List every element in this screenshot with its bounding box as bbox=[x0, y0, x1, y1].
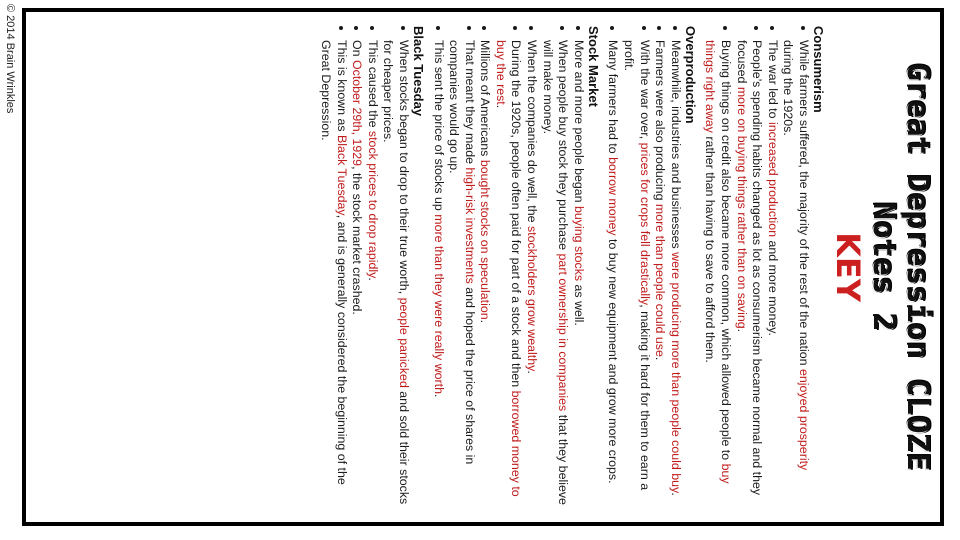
note-bullet bbox=[539, 40, 570, 508]
answer-text: borrowed money to buy the rest bbox=[493, 40, 524, 497]
note-text: Millions of Americans bbox=[478, 40, 493, 160]
note-bullet bbox=[364, 40, 380, 508]
bullet-list bbox=[430, 26, 586, 508]
page-title: Great Depression CLOZE Notes 2 bbox=[866, 62, 935, 472]
answer-text: were producing more than people could buy bbox=[668, 252, 683, 493]
answer-text: more on buying things rather than on saving bbox=[734, 86, 749, 329]
note-text: . bbox=[653, 356, 668, 361]
copyright-note bbox=[2, 4, 18, 130]
section-heading: Stock Market bbox=[585, 26, 601, 107]
note-text: . bbox=[431, 394, 446, 398]
answer-text: stock prices to drop rapidly bbox=[365, 130, 380, 278]
answer-text: Black Tuesday bbox=[334, 135, 349, 215]
note-bullet bbox=[733, 40, 764, 508]
note-text: . bbox=[734, 328, 749, 333]
answer-text: more than they were really worth bbox=[431, 214, 446, 394]
note-text: This sent the price of stocks up bbox=[431, 40, 446, 215]
bullet-list bbox=[605, 26, 683, 508]
answer-text: part ownership in companies bbox=[556, 253, 571, 412]
note-text: When people buy stock they purchase bbox=[556, 40, 571, 254]
notes-content bbox=[200, 8, 940, 526]
note-text: When stocks began to drop to their true worth, bbox=[396, 40, 411, 298]
note-bullet bbox=[780, 40, 811, 508]
note-bullet bbox=[652, 40, 668, 508]
note-text: . bbox=[668, 492, 683, 496]
note-bullet bbox=[492, 40, 523, 508]
note-bullet bbox=[317, 40, 348, 508]
note-text: Buying things on credit also became more common, which allowed people to bbox=[719, 40, 734, 464]
note-bullet bbox=[764, 40, 780, 508]
note-bullet bbox=[430, 40, 446, 508]
note-bullet bbox=[605, 40, 621, 508]
note-bullet bbox=[570, 40, 586, 508]
note-bullet bbox=[446, 40, 477, 508]
note-text: as well. bbox=[571, 281, 586, 326]
bullet-list bbox=[702, 26, 811, 508]
answer-text: increased production bbox=[765, 121, 780, 237]
note-text: . bbox=[365, 277, 380, 281]
note-text: On bbox=[350, 40, 365, 60]
note-text: , the stock market crashed. bbox=[350, 166, 365, 315]
copyright-text: © 2014 Brain Wrinkles bbox=[4, 4, 16, 114]
note-text: With the war over, bbox=[637, 40, 652, 143]
note-bullet bbox=[620, 40, 651, 508]
bullet-list bbox=[317, 26, 411, 508]
answer-text: high-risk investments bbox=[462, 167, 477, 284]
note-text: and more money. bbox=[765, 237, 780, 336]
note-bullet bbox=[524, 40, 540, 508]
note-bullet bbox=[349, 40, 365, 508]
answer-text: stockholders grow wealthy bbox=[525, 225, 540, 371]
note-text: . bbox=[493, 104, 508, 109]
note-text: While farmers suffered, the majority of the rest of the nation bbox=[797, 40, 811, 369]
notes-sections bbox=[317, 26, 826, 508]
section-heading: Black Tuesday bbox=[410, 26, 426, 117]
note-bullet bbox=[477, 40, 493, 508]
note-text: to buy new equipment and grow more crops. bbox=[606, 235, 621, 484]
note-text: More and more people began bbox=[571, 40, 586, 207]
note-text: , making it hard for them to earn a profit. bbox=[622, 40, 652, 491]
note-text: during the 1920s. bbox=[781, 40, 796, 136]
note-text: This caused the bbox=[365, 40, 380, 131]
note-text: During the 1920s, people often paid for part of a stock and then bbox=[509, 40, 524, 391]
note-text: That meant they made bbox=[462, 40, 477, 168]
note-text: and hoped the price of shares in companies would go up. bbox=[447, 40, 477, 465]
note-text: Meanwhile, industries and businesses bbox=[668, 40, 683, 253]
note-bullet bbox=[380, 40, 411, 508]
note-text: The war led to bbox=[765, 40, 780, 122]
answer-text: more than people could use bbox=[653, 203, 668, 357]
note-text: This is known as bbox=[334, 40, 349, 136]
notes-stage bbox=[200, 8, 940, 526]
answer-text: people panicked bbox=[396, 297, 411, 388]
section-heading: Consumerism bbox=[811, 26, 826, 113]
answer-text: buy things right away bbox=[703, 40, 734, 484]
key-heading: KEY bbox=[829, 232, 867, 302]
answer-text: buying stocks bbox=[571, 206, 586, 282]
note-text: rather than having to save to afford them. bbox=[703, 132, 718, 363]
section-heading: Overproduction bbox=[682, 26, 698, 124]
note-text: . bbox=[478, 319, 493, 324]
note-text: , and is generally considered the beginning of the Great Depression. bbox=[318, 40, 349, 485]
note-bullet bbox=[667, 40, 683, 508]
answer-text: enjoyed prosperity bbox=[797, 368, 811, 471]
answer-text: borrow money bbox=[606, 157, 621, 236]
note-text: and sold their stocks for cheaper prices. bbox=[381, 40, 411, 505]
note-text: People’s spending habits changed as lot as consumerism became normal and they focused bbox=[734, 40, 765, 496]
answer-text: prices for crops fell drastically bbox=[637, 142, 652, 305]
note-text: . bbox=[525, 370, 540, 374]
answer-text: bought stocks on speculation bbox=[478, 159, 493, 320]
note-bullet bbox=[702, 40, 733, 508]
note-text: that they believe will make money. bbox=[540, 40, 571, 505]
note-text: When the companies do well, the bbox=[525, 40, 540, 226]
note-text: Farmers were also producing bbox=[653, 40, 668, 204]
answer-text: October 29th, 1929 bbox=[350, 59, 365, 167]
note-text: Many farmers had to bbox=[606, 40, 621, 158]
